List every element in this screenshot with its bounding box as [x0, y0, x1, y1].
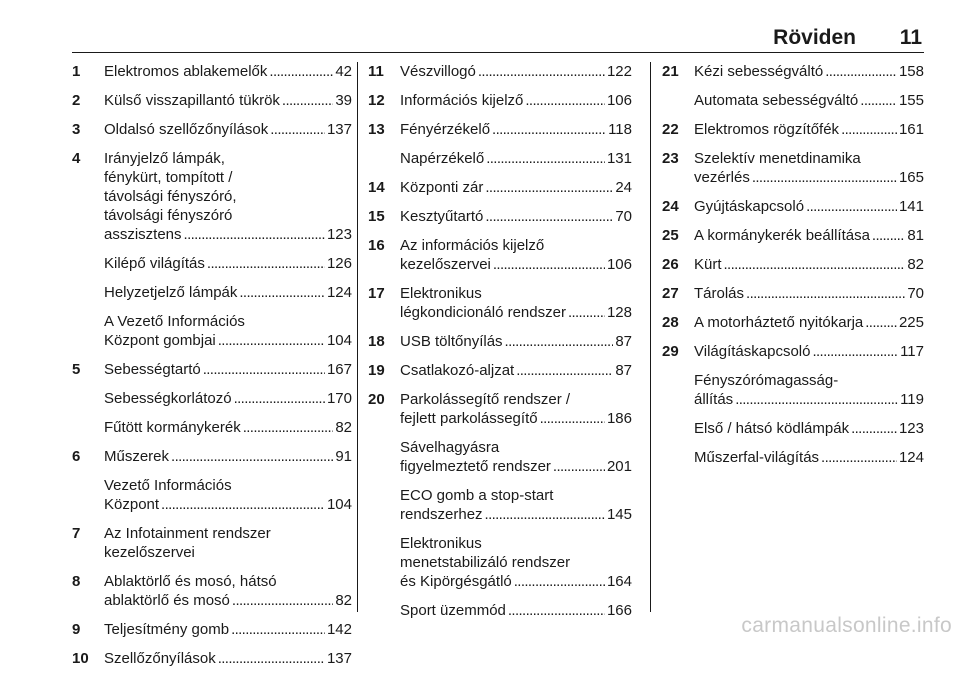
index-entry — [368, 62, 632, 81]
dot-leader — [568, 303, 605, 322]
entry-page-ref[interactable]: 106 — [606, 256, 632, 273]
entry-text: Műszerfal-világítás — [694, 449, 820, 466]
entry-number: 25 — [662, 227, 679, 244]
dot-leader — [270, 120, 325, 139]
entry-page-ref[interactable]: 170 — [326, 390, 352, 407]
index-entry — [368, 332, 632, 351]
index-column-3 — [662, 62, 924, 477]
entry-text: Sebességkorlátozó — [104, 390, 232, 407]
dot-leader — [161, 495, 325, 514]
entry-page-ref[interactable]: 142 — [326, 621, 352, 638]
entry-text-line: Az Infotainment rendszer — [104, 525, 271, 542]
dot-leader — [516, 361, 613, 380]
entry-text: Fűtött kormánykerék — [104, 419, 241, 436]
entry-text: Automata sebességváltó — [694, 92, 859, 109]
entry-text: Sebességtartó — [104, 361, 201, 378]
entry-page-ref[interactable]: 161 — [898, 121, 924, 138]
entry-number: 24 — [662, 198, 679, 215]
index-entry — [368, 149, 632, 168]
dot-leader — [478, 62, 605, 81]
entry-number: 20 — [368, 391, 385, 408]
entry-page-ref[interactable]: 42 — [335, 63, 352, 80]
entry-text-line: Elektronikus — [400, 285, 482, 302]
entry-text: Napérzékelő — [400, 150, 485, 167]
entry-page-ref[interactable]: 70 — [907, 285, 924, 302]
index-entry — [662, 371, 924, 409]
index-entry — [662, 91, 924, 110]
entry-number: 4 — [72, 150, 81, 167]
dot-leader — [231, 620, 325, 639]
entry-page-ref[interactable]: 104 — [326, 496, 352, 513]
entry-text: Információs kijelző — [400, 92, 524, 109]
index-entry — [72, 572, 352, 610]
entry-page-ref[interactable]: 91 — [335, 448, 352, 465]
entry-number: 16 — [368, 237, 385, 254]
entry-page-ref[interactable]: 87 — [615, 362, 632, 379]
index-entry — [72, 62, 352, 81]
index-entry — [662, 149, 924, 187]
entry-number: 13 — [368, 121, 385, 138]
entry-page-ref[interactable]: 39 — [335, 92, 352, 109]
index-entry — [72, 312, 352, 350]
entry-page-ref[interactable]: 70 — [615, 208, 632, 225]
page-number: 11 — [899, 26, 922, 49]
entry-number: 26 — [662, 256, 679, 273]
entry-number: 12 — [368, 92, 385, 109]
entry-number: 27 — [662, 285, 679, 302]
index-entry — [368, 178, 632, 197]
entry-text: Vészvillogó — [400, 63, 476, 80]
entry-page-ref[interactable]: 124 — [898, 449, 924, 466]
entry-number: 8 — [72, 573, 81, 590]
dot-leader — [485, 505, 605, 524]
dot-leader — [841, 120, 897, 139]
entry-page-ref[interactable]: 137 — [326, 121, 352, 138]
entry-page-ref[interactable]: 118 — [608, 121, 632, 138]
index-entry — [72, 283, 352, 302]
index-entry — [368, 438, 632, 476]
entry-number: 14 — [368, 179, 385, 196]
entry-page-ref[interactable]: 81 — [907, 227, 924, 244]
entry-page-ref[interactable]: 164 — [606, 573, 632, 590]
index-entry — [368, 390, 632, 428]
entry-text-line: fénykürt, tompított / — [104, 169, 233, 186]
index-entry — [368, 91, 632, 110]
entry-page-ref[interactable]: 128 — [606, 304, 632, 321]
entry-page-ref[interactable]: 141 — [898, 198, 924, 215]
dot-leader — [171, 447, 333, 466]
entry-page-ref[interactable]: 82 — [907, 256, 924, 273]
entry-text: vezérlés — [694, 169, 750, 186]
dot-leader — [735, 390, 898, 409]
entry-page-ref[interactable]: 225 — [898, 314, 924, 331]
entry-page-ref[interactable]: 158 — [898, 63, 924, 80]
dot-leader — [872, 226, 905, 245]
entry-page-ref[interactable]: 123 — [326, 226, 352, 243]
entry-page-ref[interactable]: 117 — [900, 343, 924, 360]
entry-page-ref[interactable]: 24 — [615, 179, 632, 196]
index-entry — [72, 91, 352, 110]
index-entry — [72, 620, 352, 639]
entry-page-ref[interactable]: 124 — [326, 284, 352, 301]
entry-text: figyelmeztető rendszer — [400, 458, 551, 475]
entry-text: asszisztens — [104, 226, 182, 243]
index-entry — [72, 418, 352, 437]
entry-text-line: Szelektív menetdinamika — [694, 150, 861, 167]
entry-page-ref[interactable]: 82 — [335, 592, 352, 609]
entry-text-line: Fényszórómagasság- — [694, 372, 839, 389]
index-entry — [368, 534, 632, 591]
entry-number: 9 — [72, 621, 81, 638]
dot-leader — [269, 62, 333, 81]
entry-number: 11 — [368, 63, 384, 80]
entry-text: kezelőszervei — [400, 256, 491, 273]
entry-text: légkondicionáló rendszer — [400, 304, 566, 321]
entry-text-line: menetstabilizáló rendszer — [400, 554, 571, 571]
entry-number: 19 — [368, 362, 385, 379]
dot-leader — [821, 448, 897, 467]
dot-leader — [514, 572, 605, 591]
index-entry — [662, 226, 924, 245]
entry-page-ref[interactable]: 119 — [900, 391, 924, 408]
dot-leader — [505, 332, 614, 351]
index-entry — [72, 149, 352, 244]
dot-leader — [540, 409, 605, 428]
entry-text: Sport üzemmód — [400, 602, 506, 619]
entry-text-line: távolsági fényszóró, — [104, 188, 237, 205]
index-entry — [72, 254, 352, 273]
index-entry — [368, 120, 632, 139]
dot-leader — [239, 283, 325, 302]
entry-text-line: A Vezető Információs — [104, 313, 245, 330]
entry-text: rendszerhez — [400, 506, 483, 523]
entry-number: 18 — [368, 333, 385, 350]
index-entry — [662, 313, 924, 332]
entry-page-ref[interactable]: 126 — [326, 255, 352, 272]
dot-leader — [218, 649, 325, 668]
entry-text: A motorháztető nyitókarja — [694, 314, 864, 331]
dot-leader — [865, 313, 897, 332]
section-title: Röviden — [773, 26, 856, 49]
index-entry — [72, 120, 352, 139]
dot-leader — [493, 255, 605, 274]
entry-number: 7 — [72, 525, 81, 542]
dot-leader — [851, 419, 897, 438]
entry-text: ablaktörlő és mosó — [104, 592, 230, 609]
entry-number: 22 — [662, 121, 679, 138]
dot-leader — [860, 91, 897, 110]
entry-number: 3 — [72, 121, 81, 138]
index-column-1 — [72, 62, 352, 678]
index-entry — [72, 524, 352, 562]
entry-page-ref[interactable]: 155 — [898, 92, 924, 109]
entry-page-ref[interactable]: 165 — [898, 169, 924, 186]
entry-text-line: kezelőszervei — [104, 544, 195, 561]
page-header — [72, 26, 924, 53]
index-entry — [368, 284, 632, 322]
index-entry — [368, 361, 632, 380]
entry-text: Kilépő világítás — [104, 255, 205, 272]
entry-text: Központ gombjai — [104, 332, 216, 349]
entry-page-ref[interactable]: 145 — [606, 506, 632, 523]
watermark-text: carmanualsonline.info — [741, 614, 952, 637]
entry-text: Helyzetjelző lámpák — [104, 284, 238, 301]
entry-page-ref[interactable]: 122 — [606, 63, 632, 80]
index-entry — [72, 389, 352, 408]
dot-leader — [184, 225, 325, 244]
entry-number: 15 — [368, 208, 385, 225]
entry-text: Gyújtáskapcsoló — [694, 198, 805, 215]
entry-page-ref[interactable]: 131 — [606, 150, 632, 167]
index-entry — [368, 601, 632, 620]
dot-leader — [508, 601, 605, 620]
entry-text: és Kipörgésgátló — [400, 573, 512, 590]
entry-number: 28 — [662, 314, 679, 331]
entry-number: 2 — [72, 92, 81, 109]
dot-leader — [282, 91, 333, 110]
dot-leader — [812, 342, 898, 361]
entry-text: Elektromos rögzítőfék — [694, 121, 840, 138]
entry-page-ref[interactable]: 137 — [326, 650, 352, 667]
entry-text: fejlett parkolássegítő — [400, 410, 538, 427]
entry-page-ref[interactable]: 87 — [615, 333, 632, 350]
entry-page-ref[interactable]: 123 — [898, 420, 924, 437]
entry-number: 21 — [662, 63, 679, 80]
entry-text-line: Irányjelző lámpák, — [104, 150, 225, 167]
dot-leader — [825, 62, 897, 81]
dot-leader — [243, 418, 334, 437]
entry-text: állítás — [694, 391, 734, 408]
entry-number: 10 — [72, 650, 89, 667]
dot-leader — [485, 178, 613, 197]
entry-text: Teljesítmény gomb — [104, 621, 230, 638]
index-entry — [662, 62, 924, 81]
entry-text: Műszerek — [104, 448, 170, 465]
dot-leader — [234, 389, 325, 408]
dot-leader — [492, 120, 606, 139]
dot-leader — [203, 360, 325, 379]
index-entry — [72, 447, 352, 466]
dot-leader — [218, 331, 325, 350]
index-entry — [662, 255, 924, 274]
entry-text: Világításkapcsoló — [694, 343, 811, 360]
entry-text-line: távolsági fényszóró — [104, 207, 233, 224]
index-entry — [662, 419, 924, 438]
entry-number: 29 — [662, 343, 679, 360]
entry-text: Oldalsó szellőzőnyílások — [104, 121, 269, 138]
entry-page-ref[interactable]: 186 — [606, 410, 632, 427]
entry-text-line: Vezető Információs — [104, 477, 232, 494]
dot-leader — [207, 254, 325, 273]
index-entry — [662, 284, 924, 303]
dot-leader — [486, 149, 605, 168]
index-entry — [662, 342, 924, 361]
entry-page-ref[interactable]: 167 — [326, 361, 352, 378]
entry-number: 23 — [662, 150, 679, 167]
index-entry — [662, 448, 924, 467]
entry-text: Kesztyűtartó — [400, 208, 484, 225]
entry-text: Fényérzékelő — [400, 121, 491, 138]
entry-text: Első / hátsó ködlámpák — [694, 420, 850, 437]
index-entry — [368, 207, 632, 226]
entry-page-ref[interactable]: 201 — [606, 458, 632, 475]
entry-text-line: Elektronikus — [400, 535, 482, 552]
entry-number: 5 — [72, 361, 81, 378]
entry-text-line: Sávelhagyásra — [400, 439, 500, 456]
dot-leader — [746, 284, 905, 303]
dot-leader — [752, 168, 897, 187]
dot-leader — [724, 255, 906, 274]
index-entry — [368, 236, 632, 274]
index-entry — [662, 120, 924, 139]
column-divider — [650, 62, 651, 612]
index-entry — [72, 360, 352, 379]
entry-text: Kürt — [694, 256, 722, 273]
entry-text: Külső visszapillantó tükrök — [104, 92, 280, 109]
column-divider — [357, 62, 358, 612]
index-column-2 — [368, 62, 632, 630]
entry-text-line: ECO gomb a stop-start — [400, 487, 554, 504]
entry-text: Központi zár — [400, 179, 484, 196]
entry-text: Kézi sebességváltó — [694, 63, 824, 80]
index-entry — [72, 476, 352, 514]
entry-text: Tárolás — [694, 285, 745, 302]
index-entry — [368, 486, 632, 524]
entry-text: Csatlakozó-aljzat — [400, 362, 515, 379]
entry-page-ref[interactable]: 166 — [606, 602, 632, 619]
entry-text-line: Az információs kijelző — [400, 237, 545, 254]
entry-text: A kormánykerék beállítása — [694, 227, 870, 244]
entry-page-ref[interactable]: 82 — [335, 419, 352, 436]
dot-leader — [525, 91, 605, 110]
dot-leader — [553, 457, 605, 476]
entry-text: USB töltőnyílás — [400, 333, 503, 350]
entry-number: 6 — [72, 448, 81, 465]
entry-number: 1 — [72, 63, 81, 80]
index-entry — [662, 197, 924, 216]
entry-text: Központ — [104, 496, 160, 513]
entry-text-line: Ablaktörlő és mosó, hátsó — [104, 573, 277, 590]
entry-text: Szellőzőnyílások — [104, 650, 216, 667]
dot-leader — [232, 591, 333, 610]
entry-text-line: Parkolássegítő rendszer / — [400, 391, 571, 408]
entry-page-ref[interactable]: 106 — [606, 92, 632, 109]
entry-page-ref[interactable]: 104 — [326, 332, 352, 349]
dot-leader — [806, 197, 897, 216]
entry-number: 17 — [368, 285, 385, 302]
index-entry — [72, 649, 352, 668]
entry-text: Elektromos ablakemelők — [104, 63, 268, 80]
dot-leader — [485, 207, 613, 226]
